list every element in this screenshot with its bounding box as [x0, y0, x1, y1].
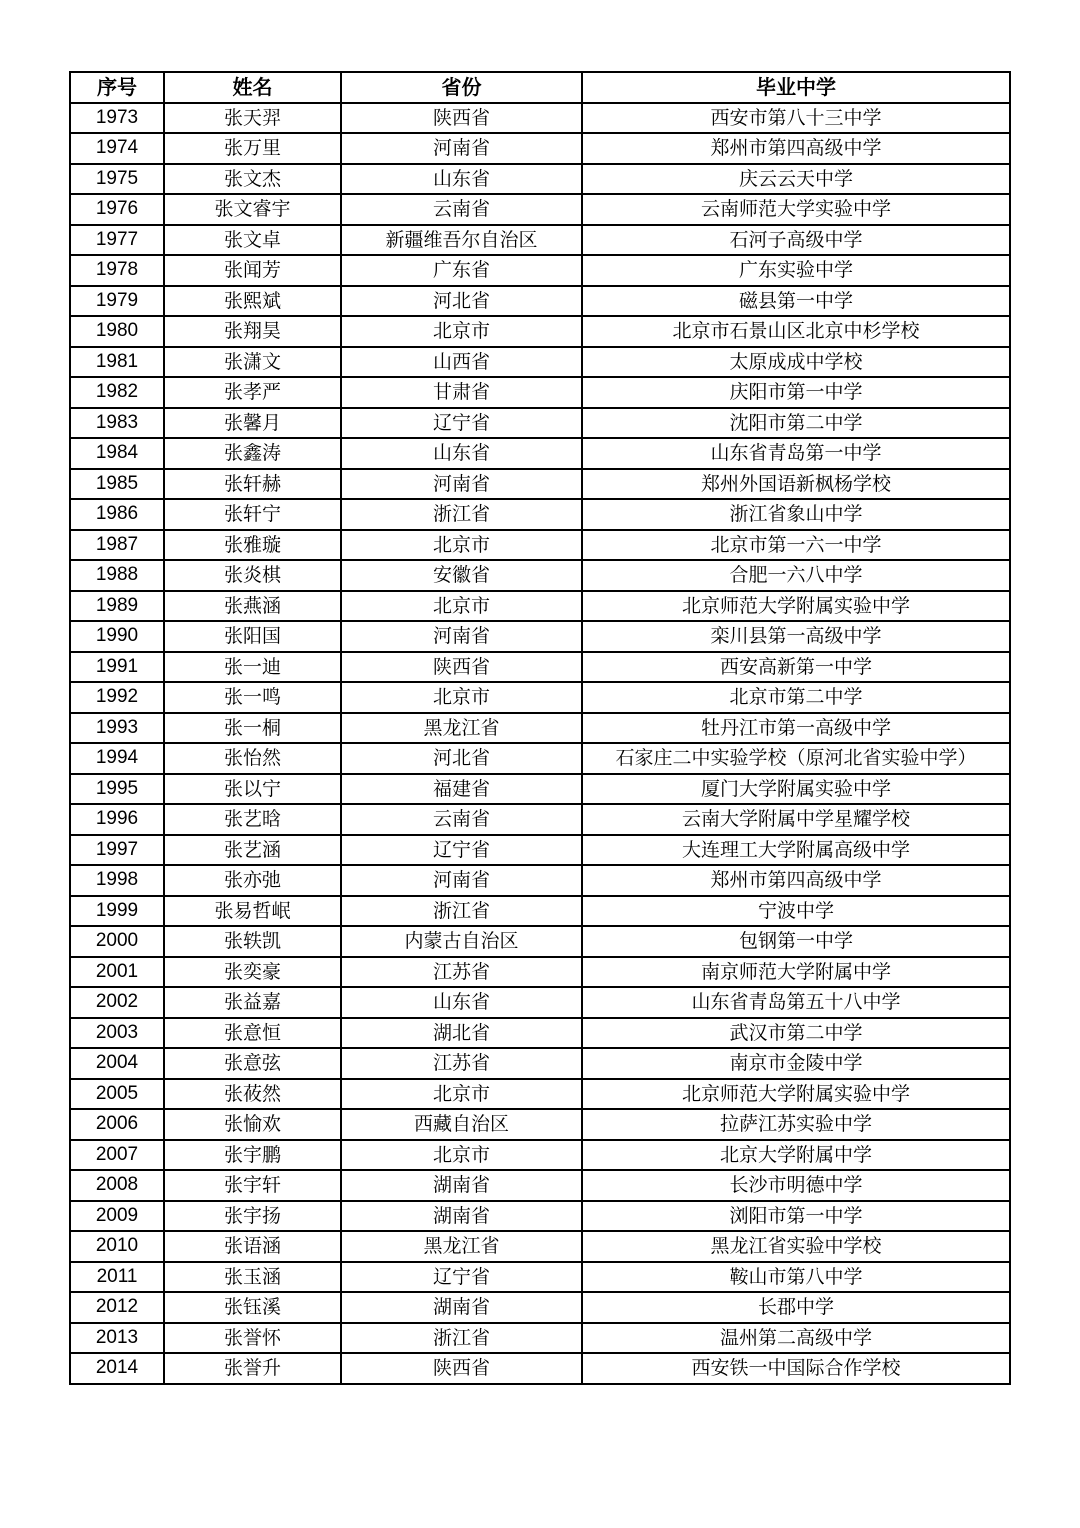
cell-province: 安徽省: [341, 560, 582, 591]
table-row: [70, 194, 1010, 225]
cell-name: 张一桐: [164, 713, 341, 744]
cell-high-school: 广东实验中学: [582, 255, 1010, 286]
cell-serial-number: 2014: [70, 1353, 164, 1384]
table-row: [70, 865, 1010, 896]
cell-name: 张意弦: [164, 1048, 341, 1079]
cell-name: 张熙斌: [164, 286, 341, 317]
table-row: [70, 1018, 1010, 1049]
cell-name: 张易哲岷: [164, 896, 341, 927]
cell-province: 甘肃省: [341, 377, 582, 408]
header-high-school: 毕业中学: [582, 72, 1010, 103]
table-row: [70, 987, 1010, 1018]
cell-province: 湖南省: [341, 1170, 582, 1201]
cell-serial-number: 1983: [70, 408, 164, 439]
cell-serial-number: 2013: [70, 1323, 164, 1354]
cell-serial-number: 1978: [70, 255, 164, 286]
cell-name: 张誉升: [164, 1353, 341, 1384]
cell-province: 北京市: [341, 682, 582, 713]
cell-name: 张阳国: [164, 621, 341, 652]
cell-province: 山东省: [341, 438, 582, 469]
cell-name: 张轶凯: [164, 926, 341, 957]
cell-name: 张一鸣: [164, 682, 341, 713]
cell-name: 张天羿: [164, 103, 341, 134]
cell-high-school: 北京市第一六一中学: [582, 530, 1010, 561]
cell-province: 山西省: [341, 347, 582, 378]
cell-serial-number: 1974: [70, 133, 164, 164]
table-row: [70, 286, 1010, 317]
table-row: [70, 1048, 1010, 1079]
table-row: [70, 316, 1010, 347]
cell-high-school: 西安市第八十三中学: [582, 103, 1010, 134]
cell-name: 张愉欢: [164, 1109, 341, 1140]
cell-high-school: 山东省青岛第一中学: [582, 438, 1010, 469]
cell-serial-number: 1981: [70, 347, 164, 378]
cell-province: 湖北省: [341, 1018, 582, 1049]
cell-province: 浙江省: [341, 1323, 582, 1354]
cell-serial-number: 1982: [70, 377, 164, 408]
cell-high-school: 温州第二高级中学: [582, 1323, 1010, 1354]
table-row: [70, 713, 1010, 744]
cell-high-school: 包钢第一中学: [582, 926, 1010, 957]
cell-serial-number: 1999: [70, 896, 164, 927]
cell-name: 张益嘉: [164, 987, 341, 1018]
cell-serial-number: 1985: [70, 469, 164, 500]
cell-name: 张艺晗: [164, 804, 341, 835]
cell-high-school: 北京师范大学附属实验中学: [582, 1079, 1010, 1110]
table-row: [70, 1262, 1010, 1293]
cell-name: 张钰溪: [164, 1292, 341, 1323]
cell-name: 张艺涵: [164, 835, 341, 866]
cell-high-school: 沈阳市第二中学: [582, 408, 1010, 439]
table-row: [70, 1231, 1010, 1262]
cell-name: 张潇文: [164, 347, 341, 378]
cell-name: 张轩宁: [164, 499, 341, 530]
table-row: [70, 896, 1010, 927]
cell-serial-number: 2006: [70, 1109, 164, 1140]
cell-high-school: 北京大学附属中学: [582, 1140, 1010, 1171]
cell-high-school: 牡丹江市第一高级中学: [582, 713, 1010, 744]
cell-serial-number: 2008: [70, 1170, 164, 1201]
table-row: [70, 1292, 1010, 1323]
table-row: [70, 438, 1010, 469]
table-row: [70, 499, 1010, 530]
cell-name: 张宇扬: [164, 1201, 341, 1232]
table-row: [70, 1201, 1010, 1232]
cell-serial-number: 1995: [70, 774, 164, 805]
cell-high-school: 栾川县第一高级中学: [582, 621, 1010, 652]
cell-name: 张语涵: [164, 1231, 341, 1262]
cell-name: 张文睿宇: [164, 194, 341, 225]
cell-serial-number: 2004: [70, 1048, 164, 1079]
cell-high-school: 北京师范大学附属实验中学: [582, 591, 1010, 622]
cell-province: 河南省: [341, 865, 582, 896]
cell-serial-number: 2003: [70, 1018, 164, 1049]
cell-high-school: 南京师范大学附属中学: [582, 957, 1010, 988]
cell-high-school: 太原成成中学校: [582, 347, 1010, 378]
cell-province: 河北省: [341, 286, 582, 317]
table-row: [70, 652, 1010, 683]
cell-high-school: 浙江省象山中学: [582, 499, 1010, 530]
table-row: [70, 591, 1010, 622]
table-row: [70, 408, 1010, 439]
cell-province: 北京市: [341, 591, 582, 622]
cell-name: 张宇轩: [164, 1170, 341, 1201]
cell-high-school: 庆阳市第一中学: [582, 377, 1010, 408]
cell-name: 张一迪: [164, 652, 341, 683]
cell-province: 内蒙古自治区: [341, 926, 582, 957]
cell-high-school: 西安高新第一中学: [582, 652, 1010, 683]
cell-serial-number: 2005: [70, 1079, 164, 1110]
roster-table: [69, 71, 1011, 1385]
table-row: [70, 621, 1010, 652]
cell-serial-number: 1990: [70, 621, 164, 652]
cell-serial-number: 2007: [70, 1140, 164, 1171]
cell-high-school: 郑州市第四高级中学: [582, 133, 1010, 164]
cell-serial-number: 2011: [70, 1262, 164, 1293]
cell-high-school: 郑州外国语新枫杨学校: [582, 469, 1010, 500]
table-row: [70, 377, 1010, 408]
cell-name: 张炎棋: [164, 560, 341, 591]
table-row: [70, 743, 1010, 774]
cell-province: 河南省: [341, 469, 582, 500]
cell-serial-number: 1998: [70, 865, 164, 896]
cell-name: 张万里: [164, 133, 341, 164]
table-row: [70, 1079, 1010, 1110]
cell-province: 湖南省: [341, 1292, 582, 1323]
cell-province: 福建省: [341, 774, 582, 805]
roster-table-container: [69, 71, 1009, 1385]
cell-name: 张燕涵: [164, 591, 341, 622]
cell-name: 张奕豪: [164, 957, 341, 988]
cell-high-school: 黑龙江省实验中学校: [582, 1231, 1010, 1262]
cell-province: 新疆维吾尔自治区: [341, 225, 582, 256]
cell-name: 张馨月: [164, 408, 341, 439]
cell-name: 张意恒: [164, 1018, 341, 1049]
cell-high-school: 石河子高级中学: [582, 225, 1010, 256]
cell-province: 北京市: [341, 1140, 582, 1171]
cell-province: 湖南省: [341, 1201, 582, 1232]
table-row: [70, 347, 1010, 378]
cell-province: 陕西省: [341, 652, 582, 683]
cell-province: 黑龙江省: [341, 1231, 582, 1262]
cell-province: 黑龙江省: [341, 713, 582, 744]
cell-name: 张翔昊: [164, 316, 341, 347]
cell-serial-number: 2010: [70, 1231, 164, 1262]
cell-province: 广东省: [341, 255, 582, 286]
table-row: [70, 103, 1010, 134]
table-row: [70, 804, 1010, 835]
cell-province: 辽宁省: [341, 408, 582, 439]
table-row: [70, 1323, 1010, 1354]
cell-high-school: 云南大学附属中学星耀学校: [582, 804, 1010, 835]
cell-province: 辽宁省: [341, 1262, 582, 1293]
cell-high-school: 宁波中学: [582, 896, 1010, 927]
cell-name: 张以宁: [164, 774, 341, 805]
cell-serial-number: 1984: [70, 438, 164, 469]
cell-province: 浙江省: [341, 499, 582, 530]
table-row: [70, 560, 1010, 591]
table-row: [70, 957, 1010, 988]
cell-name: 张鑫涛: [164, 438, 341, 469]
cell-province: 河南省: [341, 133, 582, 164]
cell-name: 张闻芳: [164, 255, 341, 286]
cell-high-school: 合肥一六八中学: [582, 560, 1010, 591]
cell-province: 云南省: [341, 194, 582, 225]
cell-name: 张孝严: [164, 377, 341, 408]
cell-high-school: 北京市第二中学: [582, 682, 1010, 713]
cell-province: 浙江省: [341, 896, 582, 927]
header-serial-number: 序号: [70, 72, 164, 103]
cell-serial-number: 1997: [70, 835, 164, 866]
cell-name: 张文卓: [164, 225, 341, 256]
table-row: [70, 469, 1010, 500]
cell-high-school: 拉萨江苏实验中学: [582, 1109, 1010, 1140]
cell-province: 北京市: [341, 316, 582, 347]
table-row: [70, 1140, 1010, 1171]
cell-name: 张文杰: [164, 164, 341, 195]
cell-province: 江苏省: [341, 957, 582, 988]
cell-province: 陕西省: [341, 1353, 582, 1384]
cell-province: 陕西省: [341, 103, 582, 134]
cell-serial-number: 1994: [70, 743, 164, 774]
table-row: [70, 164, 1010, 195]
cell-high-school: 武汉市第二中学: [582, 1018, 1010, 1049]
table-body: [70, 103, 1010, 1384]
cell-serial-number: 2009: [70, 1201, 164, 1232]
cell-province: 山东省: [341, 987, 582, 1018]
cell-serial-number: 1996: [70, 804, 164, 835]
cell-high-school: 西安铁一中国际合作学校: [582, 1353, 1010, 1384]
cell-name: 张怡然: [164, 743, 341, 774]
cell-serial-number: 1987: [70, 530, 164, 561]
table-row: [70, 682, 1010, 713]
cell-province: 江苏省: [341, 1048, 582, 1079]
cell-province: 北京市: [341, 1079, 582, 1110]
cell-serial-number: 1989: [70, 591, 164, 622]
cell-high-school: 厦门大学附属实验中学: [582, 774, 1010, 805]
cell-serial-number: 1977: [70, 225, 164, 256]
cell-high-school: 北京市石景山区北京中杉学校: [582, 316, 1010, 347]
cell-province: 河南省: [341, 621, 582, 652]
cell-province: 山东省: [341, 164, 582, 195]
cell-province: 辽宁省: [341, 835, 582, 866]
header-name: 姓名: [164, 72, 341, 103]
table-row: [70, 926, 1010, 957]
cell-serial-number: 1980: [70, 316, 164, 347]
cell-serial-number: 1986: [70, 499, 164, 530]
cell-serial-number: 2000: [70, 926, 164, 957]
cell-high-school: 磁县第一中学: [582, 286, 1010, 317]
cell-name: 张誉怀: [164, 1323, 341, 1354]
cell-high-school: 山东省青岛第五十八中学: [582, 987, 1010, 1018]
table-row: [70, 1170, 1010, 1201]
cell-high-school: 浏阳市第一中学: [582, 1201, 1010, 1232]
table-row: [70, 255, 1010, 286]
cell-high-school: 大连理工大学附属高级中学: [582, 835, 1010, 866]
table-row: [70, 133, 1010, 164]
cell-serial-number: 1993: [70, 713, 164, 744]
table-row: [70, 835, 1010, 866]
cell-high-school: 南京市金陵中学: [582, 1048, 1010, 1079]
cell-serial-number: 2002: [70, 987, 164, 1018]
cell-high-school: 庆云云天中学: [582, 164, 1010, 195]
cell-province: 云南省: [341, 804, 582, 835]
cell-serial-number: 1979: [70, 286, 164, 317]
cell-serial-number: 2012: [70, 1292, 164, 1323]
table-header-row: [70, 72, 1010, 103]
cell-serial-number: 1975: [70, 164, 164, 195]
cell-serial-number: 1976: [70, 194, 164, 225]
cell-province: 北京市: [341, 530, 582, 561]
cell-name: 张宇鹏: [164, 1140, 341, 1171]
cell-province: 河北省: [341, 743, 582, 774]
table-row: [70, 774, 1010, 805]
cell-high-school: 长沙市明德中学: [582, 1170, 1010, 1201]
cell-high-school: 石家庄二中实验学校（原河北省实验中学）: [582, 743, 1010, 774]
cell-name: 张亦弛: [164, 865, 341, 896]
cell-high-school: 鞍山市第八中学: [582, 1262, 1010, 1293]
table-row: [70, 1353, 1010, 1384]
cell-name: 张莜然: [164, 1079, 341, 1110]
cell-high-school: 云南师范大学实验中学: [582, 194, 1010, 225]
cell-name: 张轩赫: [164, 469, 341, 500]
table-row: [70, 530, 1010, 561]
cell-serial-number: 1988: [70, 560, 164, 591]
cell-serial-number: 1992: [70, 682, 164, 713]
cell-name: 张雅璇: [164, 530, 341, 561]
cell-name: 张玉涵: [164, 1262, 341, 1293]
cell-serial-number: 1973: [70, 103, 164, 134]
cell-province: 西藏自治区: [341, 1109, 582, 1140]
table-row: [70, 225, 1010, 256]
table-row: [70, 1109, 1010, 1140]
cell-high-school: 长郡中学: [582, 1292, 1010, 1323]
header-province: 省份: [341, 72, 582, 103]
cell-serial-number: 1991: [70, 652, 164, 683]
cell-serial-number: 2001: [70, 957, 164, 988]
cell-high-school: 郑州市第四高级中学: [582, 865, 1010, 896]
